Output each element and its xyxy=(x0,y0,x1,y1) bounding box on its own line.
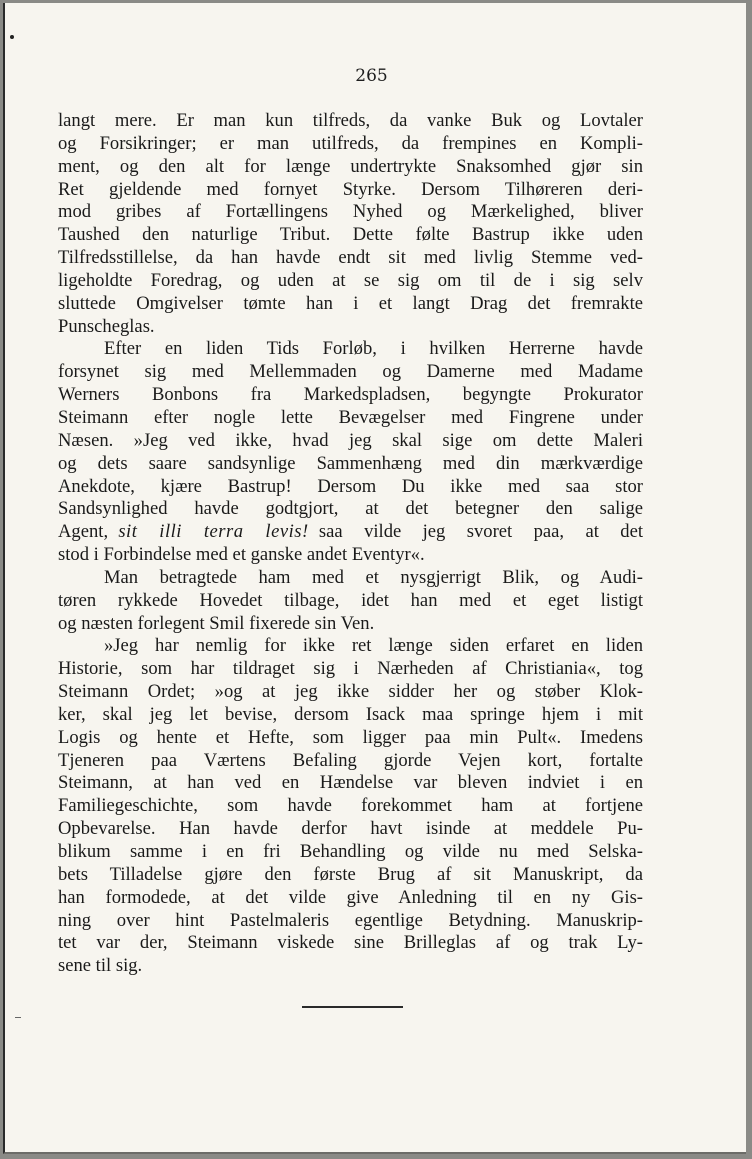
page-number: 265 xyxy=(355,66,388,86)
text-line: Opbevarelse. Han havde derfor havt isinde at meddele Pu- xyxy=(58,818,643,840)
text-line: ker, skal jeg let bevise, dersom Isack maa springe hjem i mit xyxy=(58,703,643,725)
text-line: ment, og den alt for længe undertrykte Snaksomhed gjør sin xyxy=(58,155,643,177)
text-line: Steimann, at han ved en Hændelse var bleven indviet i en xyxy=(58,772,643,794)
text-line: Taushed den naturlige Tribut. Dette følte Bastrup ikke uden xyxy=(58,224,643,246)
text-line: Næsen. »Jeg ved ikke, hvad jeg skal sige om dette Maleri xyxy=(58,429,643,451)
text-line: Tjeneren paa Værtens Befaling gjorde Vejen kort, fortalte xyxy=(58,749,643,771)
paragraph-start-line: »Jeg har nemlig for ikke ret længe siden erfaret en liden xyxy=(104,635,643,657)
text-line: Ret gjeldende med fornyet Styrke. Dersom Tilhøreren deri- xyxy=(58,178,643,200)
text-line: tøren rykkede Hovedet tilbage, idet han med et eget listigt xyxy=(58,589,643,611)
text-line: Steimann efter nogle lette Bevægelser med Fingrene under xyxy=(58,406,643,428)
margin-mark xyxy=(15,1017,21,1018)
text-line: og dets saare sandsynlige Sammenhæng med din mærkværdige xyxy=(58,452,643,474)
text-line-with-latin xyxy=(58,521,643,544)
paragraph-end-line: sene til sig. xyxy=(58,955,143,977)
text-line: Logis og hente et Hefte, som ligger paa min Pult«. Imedens xyxy=(58,726,643,748)
text-line: han formodede, at det vilde give Anledning til en ny Gis- xyxy=(58,886,643,908)
text-line: ligeholdte Foredrag, og uden at se sig om til de i sig selv xyxy=(58,269,643,291)
text-line: Werners Bonbons fra Markedspladsen, begyngte Prokurator xyxy=(58,384,643,406)
section-divider xyxy=(302,1006,403,1008)
margin-mark xyxy=(10,35,14,39)
paragraph-end-line: Punscheglas. xyxy=(58,315,155,337)
text-line: bets Tilladelse gjøre den første Brug af sit Manuskript, da xyxy=(58,863,643,885)
text-line: Familiegeschichte, som havde forekommet ham at fortjene xyxy=(58,795,643,817)
text-line: Anekdote, kjære Bastrup! Dersom Du ikke med saa stor xyxy=(58,475,643,497)
text-line: forsynet sig med Mellemmaden og Damerne med Madame xyxy=(58,361,643,383)
latin-phrase: sit illi terra levis! xyxy=(118,521,309,543)
body-text xyxy=(58,110,643,978)
text-line: langt mere. Er man kun tilfreds, da vanke Buk og Lovtaler xyxy=(58,110,643,131)
text-fragment: Agent, xyxy=(58,521,109,543)
paragraph-end-line: stod i Forbindelse med et ganske andet Eventyr«. xyxy=(58,544,425,566)
text-fragment: saa vilde jeg svoret paa, at det xyxy=(318,521,643,543)
text-line: blikum samme i en fri Behandling og vilde nu med Selska- xyxy=(58,841,643,862)
text-line: tet var der, Steimann viskede sine Brilleglas af og trak Ly- xyxy=(58,932,643,954)
text-line: ning over hint Pastelmaleris egentlige Betydning. Manuskrip- xyxy=(58,909,643,931)
book-page xyxy=(3,3,746,1154)
text-line: Historie, som har tildraget sig i Nærheden af Christiania«, tog xyxy=(58,658,643,680)
text-line: og Forsikringer; er man utilfreds, da frempines en Kompli- xyxy=(58,132,643,154)
text-line: Steimann Ordet; »og at jeg ikke sidder her og støber Klok- xyxy=(58,681,643,703)
text-line: sluttede Omgivelser tømte han i et langt Drag det fremrakte xyxy=(58,292,643,314)
text-line: Tilfredsstillelse, da han havde endt sit med livlig Stemme ved- xyxy=(58,247,643,269)
paragraph-start-line: Man betragtede ham med et nysgjerrigt Blik, og Audi- xyxy=(104,566,643,588)
text-line: Sandsynlighed havde godtgjort, at det betegner den salige xyxy=(58,498,643,520)
paragraph-end-line: og næsten forlegent Smil fixerede sin Ven. xyxy=(58,612,375,634)
paragraph-start-line: Efter en liden Tids Forløb, i hvilken Herrerne havde xyxy=(104,338,643,360)
text-line: mod gribes af Fortællingens Nyhed og Mærkelighed, bliver xyxy=(58,201,643,223)
